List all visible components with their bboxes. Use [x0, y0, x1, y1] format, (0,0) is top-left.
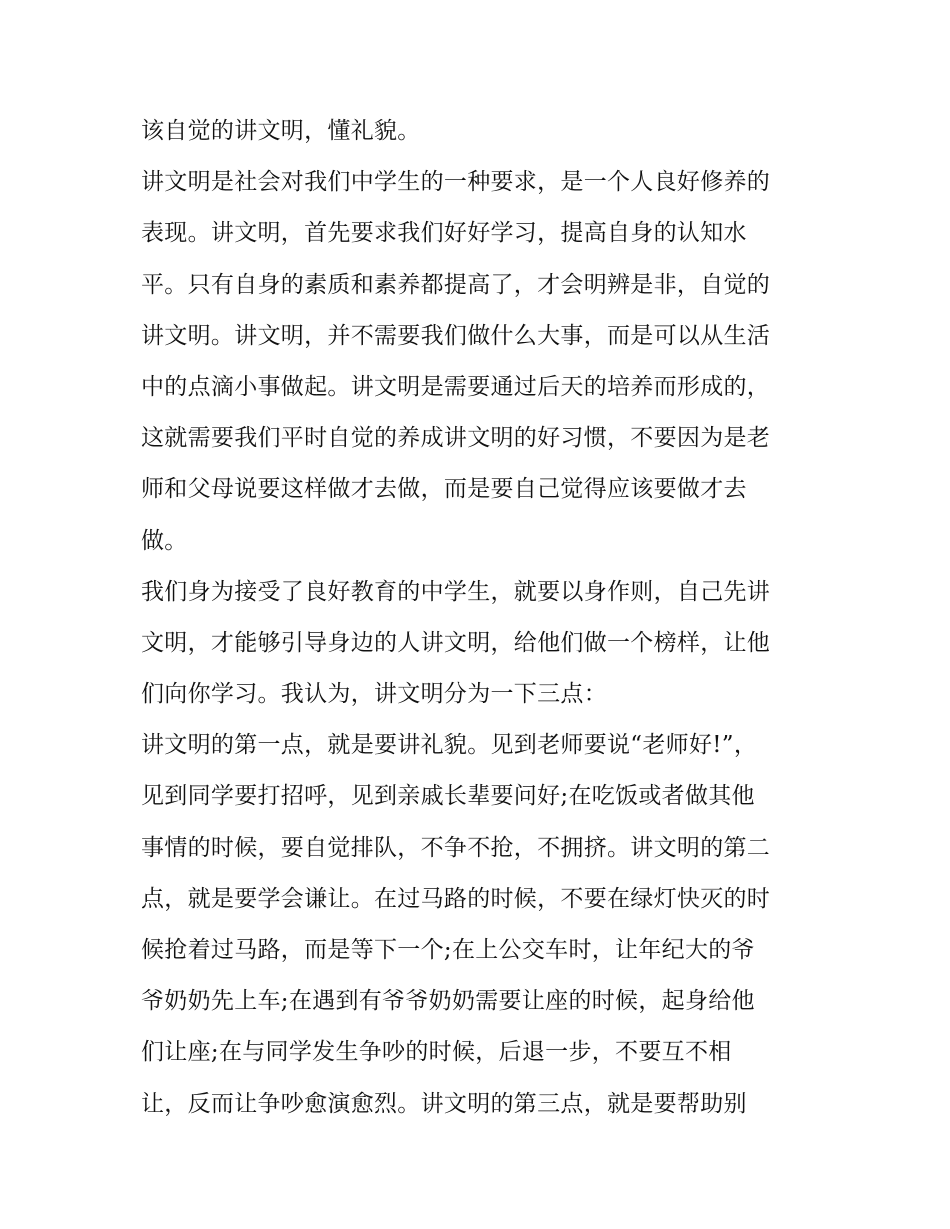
text-line: 做。 [141, 527, 188, 554]
text-line: 见到同学要打招呼，见到亲戚长辈要问好;在吃饭或者做其他 [141, 783, 755, 810]
text-line: 这就需要我们平时自觉的养成讲文明的好习惯，不要因为是老 [141, 425, 771, 452]
text-line: 讲文明。讲文明，并不需要我们做什么大事，而是可以从生活 [141, 322, 771, 349]
text-line: 该自觉的讲文明，懂礼貌。 [141, 118, 421, 144]
text-line: 事情的时候，要自觉排队，不争不抢，不拥挤。讲文明的第二 [141, 834, 771, 861]
text-line: 中的点滴小事做起。讲文明是需要通过后天的培养而形成的， [141, 373, 771, 400]
text-line: 我们身为接受了良好教育的中学生，就要以身作则，自己先讲 [141, 578, 771, 605]
text-line: 爷奶奶先上车;在遇到有爷爷奶奶需要让座的时候，起身给他 [141, 988, 755, 1015]
text-line: 讲文明是社会对我们中学生的一种要求，是一个人良好修养的 [141, 169, 771, 196]
text-line: 候抢着过马路，而是等下一个;在上公交车时，让年纪大的爷 [141, 937, 755, 963]
text-line: 平。只有自身的素质和素养都提高了，才会明辨是非，自觉的 [141, 271, 771, 298]
text-line: 让，反而让争吵愈演愈烈。讲文明的第三点，就是要帮助别 [141, 1090, 747, 1117]
text-line: 点，就是要学会谦让。在过马路的时候，不要在绿灯快灭的时 [141, 885, 771, 912]
text-line: 们让座;在与同学发生争吵的时候，后退一步，不要互不相 [141, 1039, 732, 1066]
text-line: 表现。讲文明，首先要求我们好好学习，提高自身的认知水 [141, 220, 747, 247]
text-line: 讲文明的第一点，就是要讲礼貌。见到老师要说“老师好!”， [141, 732, 758, 759]
text-line: 师和父母说要这样做才去做，而是要自己觉得应该要做才去 [141, 476, 747, 503]
text-line: 文明，才能够引导身边的人讲文明，给他们做一个榜样，让他 [141, 629, 771, 656]
body-text [141, 106, 821, 1130]
text-line: 们向你学习。我认为，讲文明分为一下三点： [141, 681, 607, 708]
